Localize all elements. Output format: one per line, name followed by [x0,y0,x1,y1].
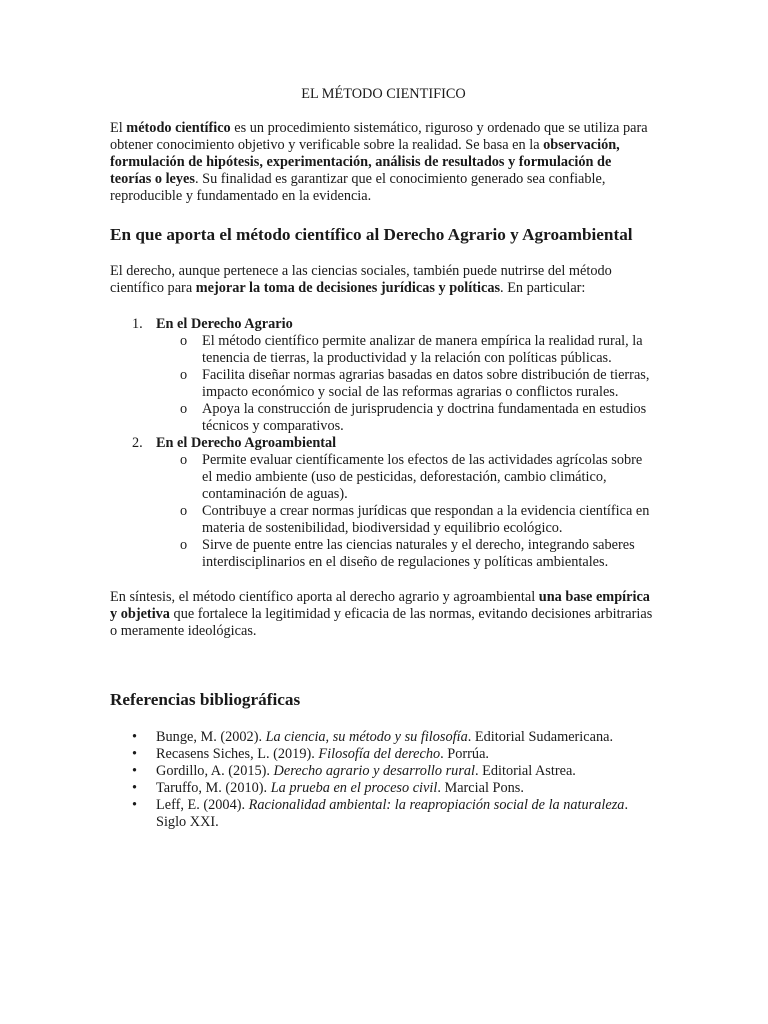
ref-run: . Marcial Pons. [437,780,524,796]
reference-item [110,780,655,797]
sub-list-item [156,503,655,537]
sub-list-item [156,401,655,435]
bullet-icon: • [132,763,138,779]
ref-run: . Editorial Astrea. [475,763,576,779]
sub-item-text: Facilita diseñar normas agrarias basadas en datos sobre distribución de tierras, impacto económico y social de las reformas agrarias o conflictos rurales. [202,367,650,400]
ref-title: Racionalidad ambiental: la reapropiación social de la naturaleza [248,797,625,813]
circle-bullet-icon: o [180,503,188,519]
reference-item [110,797,655,831]
sub-item-text: Apoya la construcción de jurisprudencia y doctrina fundamentada en estudios técnicos y comparativos. [202,401,647,434]
circle-bullet-icon: o [180,333,188,349]
ref-run: . Editorial Sudamericana. [467,729,614,745]
ref-run: . Siglo XXI. [156,797,629,830]
section-heading: En que aporta el método científico al Derecho Agrario y Agroambiental [110,225,633,244]
ref-run: Taruffo, M. (2010). [156,780,271,796]
circle-bullet-icon: o [180,537,188,553]
sub-item-text: Sirve de puente entre las ciencias naturales y el derecho, integrando saberes interdisciplinarios en el diseño de regulaciones y políticas ambientales. [202,537,635,570]
intro-paragraph [110,120,655,205]
sintesis-paragraph [110,589,655,640]
intro-run-bold: observación, formulación de hipótesis, experimentación, análisis de resultados y formulación de teorías o leyes [110,137,620,187]
sub-list-item [156,333,655,367]
sub-list [156,333,655,435]
bullet-icon: • [132,729,138,745]
reference-item [110,729,655,746]
list-number: 2. [132,435,143,451]
sub-list-item [156,452,655,503]
numbered-item-agroambiental [110,435,655,571]
item-heading: En el Derecho Agrario [156,316,293,332]
numbered-list [110,316,655,571]
reference-item [110,746,655,763]
document-title: EL MÉTODO CIENTIFICO [301,86,466,102]
ref-run: Recasens Siches, L. (2019). [156,746,319,762]
reference-item [110,763,655,780]
sub-list-item [156,367,655,401]
intro-run: El [110,120,127,136]
references-list [110,729,655,831]
circle-bullet-icon: o [180,367,188,383]
derecho-run-bold: mejorar la toma de decisiones jurídicas y políticas [195,280,501,296]
bullet-icon: • [132,780,138,796]
circle-bullet-icon: o [180,401,188,417]
ref-title: La prueba en el proceso civil [270,780,438,796]
list-number: 1. [132,316,143,332]
references-heading: Referencias bibliográficas [110,690,301,709]
sub-item-text: Permite evaluar científicamente los efectos de las actividades agrícolas sobre el medio ambiente (uso de pesticidas, deforestación, cambio climático, contaminación de aguas). [202,452,643,502]
sub-item-text: Contribuye a crear normas jurídicas que respondan a la evidencia científica en materia de sostenibilidad, biodiversidad y equilibrio ecológico. [202,503,650,536]
ref-run: . Porrúa. [440,746,489,762]
sintesis-run: En síntesis, el método científico aporta al derecho agrario y agroambiental [110,589,539,605]
sub-list-item [156,537,655,571]
sintesis-run-bold: una base empírica y objetiva [110,589,650,622]
item-heading: En el Derecho Agroambiental [156,435,337,451]
ref-title: Filosofía del derecho [318,746,441,762]
sintesis-run: que fortalece la legitimidad y eficacia de las normas, evitando decisiones arbitrarias o meramente ideológicas. [110,606,653,639]
numbered-item-agrario [110,316,655,435]
bullet-icon: • [132,746,138,762]
derecho-run: El derecho, aunque pertenece a las ciencias sociales, también puede nutrirse del método científico para [110,263,612,296]
derecho-paragraph [110,263,655,297]
ref-run: Bunge, M. (2002). [156,729,266,745]
sub-item-text: El método científico permite analizar de manera empírica la realidad rural, la tenencia de tierras, la productividad y la relación con políticas públicas. [202,333,643,366]
intro-run: . Su finalidad es garantizar que el conocimiento generado sea confiable, reproducible y fundamentado en la evidencia. [110,171,606,204]
ref-title: La ciencia, su método y su filosofía [265,729,468,745]
circle-bullet-icon: o [180,452,188,468]
ref-run: Leff, E. (2004). [156,797,249,813]
sub-list [156,452,655,571]
intro-run-bold: método científico [126,120,231,136]
intro-run: es un procedimiento sistemático, riguroso y ordenado que se utiliza para obtener conocimiento objetivo y verificable sobre la realidad. Se basa en la [110,120,648,153]
bullet-icon: • [132,797,138,813]
document-page [110,86,655,831]
ref-run: Gordillo, A. (2015). [156,763,274,779]
derecho-run: . En particular: [500,280,586,296]
ref-title: Derecho agrario y desarrollo rural [273,763,476,779]
